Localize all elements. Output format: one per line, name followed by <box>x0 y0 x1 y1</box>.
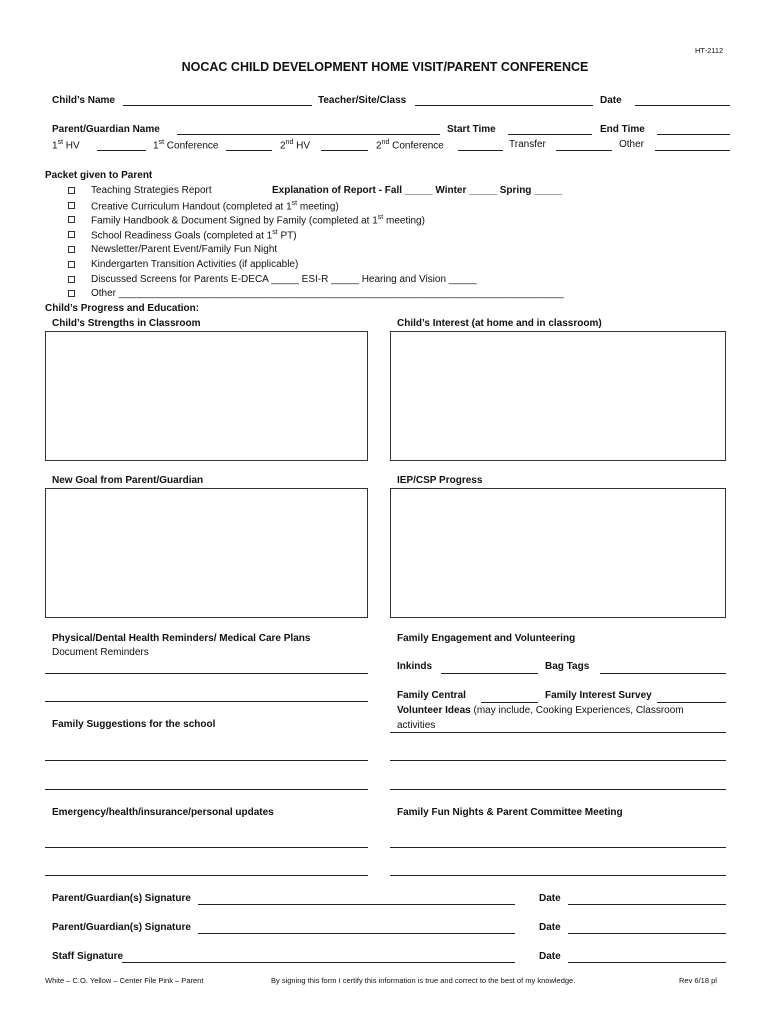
emergency-label: Emergency/health/insurance/personal updates <box>52 807 274 818</box>
other-label: Other <box>619 139 645 150</box>
volunteer-line-1[interactable] <box>390 732 726 733</box>
strengths-box[interactable] <box>45 331 368 461</box>
engagement-heading: Family Engagement and Volunteering <box>397 633 576 644</box>
second-conference-field[interactable] <box>458 150 503 151</box>
new-goal-box[interactable] <box>45 488 368 618</box>
signature-1-date-field[interactable] <box>568 904 726 905</box>
parent-name-field[interactable] <box>177 134 440 135</box>
health-line-1[interactable] <box>45 673 368 674</box>
fun-nights-line-2[interactable] <box>390 875 726 876</box>
teaching-strategies-label: Teaching Strategies Report <box>91 185 212 196</box>
suggestions-line-1[interactable] <box>45 760 368 761</box>
child-name-label: Child’s Name <box>52 95 115 106</box>
teacher-label: Teacher/Site/Class <box>318 95 407 106</box>
volunteer-ideas-label: Volunteer Ideas (may include, Cooking Experiences, Classroom <box>397 705 684 716</box>
signature-2-date-field[interactable] <box>568 933 726 934</box>
suggestions-label: Family Suggestions for the school <box>52 719 216 730</box>
staff-date-label: Date <box>539 951 561 962</box>
start-time-label: Start Time <box>447 124 496 135</box>
fun-nights-label: Family Fun Nights & Parent Committee Meeting <box>397 807 623 818</box>
interest-survey-field[interactable] <box>657 702 726 703</box>
bag-tags-label: Bag Tags <box>545 661 590 672</box>
volunteer-line-2[interactable] <box>390 760 726 761</box>
checkbox-teaching-strategies[interactable] <box>68 187 75 194</box>
volunteer-ideas-label-cont: activities <box>397 720 436 731</box>
first-conference-field[interactable] <box>226 150 272 151</box>
readiness-goals-label: School Readiness Goals (completed at 1st PT) <box>91 229 297 242</box>
other-field[interactable] <box>655 150 730 151</box>
checkbox-readiness-goals[interactable] <box>68 231 75 238</box>
staff-signature-label: Staff Signature <box>52 951 124 962</box>
start-time-field[interactable] <box>508 134 592 135</box>
emergency-line-2[interactable] <box>45 875 368 876</box>
end-time-field[interactable] <box>657 134 730 135</box>
packet-heading: Packet given to Parent <box>45 170 153 181</box>
checkbox-other[interactable] <box>68 290 75 297</box>
end-time-label: End Time <box>600 124 645 135</box>
explanation-label: Explanation of Report - Fall _____ Winter _____ Spring _____ <box>272 185 563 196</box>
checkbox-kindergarten[interactable] <box>68 261 75 268</box>
handbook-label: Family Handbook & Document Signed by Family (completed at 1st meeting) <box>91 214 425 227</box>
staff-date-field[interactable] <box>568 962 726 963</box>
iep-box[interactable] <box>390 488 726 618</box>
parent-signature-2-label: Parent/Guardian(s) Signature <box>52 922 191 933</box>
volunteer-line-3[interactable] <box>390 789 726 790</box>
other-item-label: Other ________________________________________________________________________________ <box>91 288 564 299</box>
form-code: HT-2112 <box>695 46 724 55</box>
screens-label: Discussed Screens for Parents E-DECA _____ ESI-R _____ Hearing and Vision _____ <box>91 274 477 285</box>
revision-note: Rev 6/18 pl <box>679 976 717 985</box>
kindergarten-label: Kindergarten Transition Activities (if applicable) <box>91 259 299 270</box>
checkbox-screens[interactable] <box>68 276 75 283</box>
newsletter-label: Newsletter/Parent Event/Family Fun Night <box>91 244 278 255</box>
parent-signature-2-field[interactable] <box>198 933 515 934</box>
iep-label: IEP/CSP Progress <box>397 475 483 486</box>
strengths-label: Child’s Strengths in Classroom <box>52 318 201 329</box>
second-conference-label: 2nd Conference <box>376 139 444 152</box>
document-reminders-label: Document Reminders <box>52 647 149 658</box>
health-heading: Physical/Dental Health Reminders/ Medical Care Plans <box>52 633 311 644</box>
parent-name-label: Parent/Guardian Name <box>52 124 160 135</box>
certify-note: By signing this form I certify this information is true and correct to the best of my knowledge. <box>271 976 576 985</box>
checkbox-curriculum[interactable] <box>68 202 75 209</box>
transfer-field[interactable] <box>556 150 612 151</box>
signature-1-date-label: Date <box>539 893 561 904</box>
family-central-field[interactable] <box>481 702 538 703</box>
checkbox-newsletter[interactable] <box>68 246 75 253</box>
interest-survey-label: Family Interest Survey <box>545 690 652 701</box>
family-central-label: Family Central <box>397 690 466 701</box>
parent-signature-1-field[interactable] <box>198 904 515 905</box>
first-hv-field[interactable] <box>97 150 146 151</box>
first-hv-label: 1st HV <box>52 139 80 152</box>
child-name-field[interactable] <box>123 105 312 106</box>
fun-nights-line-1[interactable] <box>390 847 726 848</box>
health-line-2[interactable] <box>45 701 368 702</box>
teacher-field[interactable] <box>415 105 593 106</box>
suggestions-line-2[interactable] <box>45 789 368 790</box>
curriculum-label: Creative Curriculum Handout (completed at 1st meeting) <box>91 200 339 213</box>
date-field[interactable] <box>635 105 730 106</box>
interest-box[interactable] <box>390 331 726 461</box>
first-conference-label: 1st Conference <box>153 139 219 152</box>
second-hv-field[interactable] <box>321 150 368 151</box>
staff-signature-field[interactable] <box>122 962 515 963</box>
inkinds-field[interactable] <box>441 673 538 674</box>
checkbox-handbook[interactable] <box>68 216 75 223</box>
second-hv-label: 2nd HV <box>280 139 311 152</box>
page-title: NOCAC CHILD DEVELOPMENT HOME VISIT/PARENT CONFERENCE <box>181 60 589 74</box>
copies-note: White – C.O. Yellow – Center File Pink – Parent <box>45 976 204 985</box>
interest-label: Child’s Interest (at home and in classroom) <box>397 318 602 329</box>
new-goal-label: New Goal from Parent/Guardian <box>52 475 204 486</box>
emergency-line-1[interactable] <box>45 847 368 848</box>
signature-2-date-label: Date <box>539 922 561 933</box>
transfer-label: Transfer <box>509 139 546 150</box>
date-label: Date <box>600 95 622 106</box>
inkinds-label: Inkinds <box>397 661 433 672</box>
bag-tags-field[interactable] <box>600 673 726 674</box>
progress-heading: Child’s Progress and Education: <box>45 303 200 314</box>
parent-signature-1-label: Parent/Guardian(s) Signature <box>52 893 191 904</box>
